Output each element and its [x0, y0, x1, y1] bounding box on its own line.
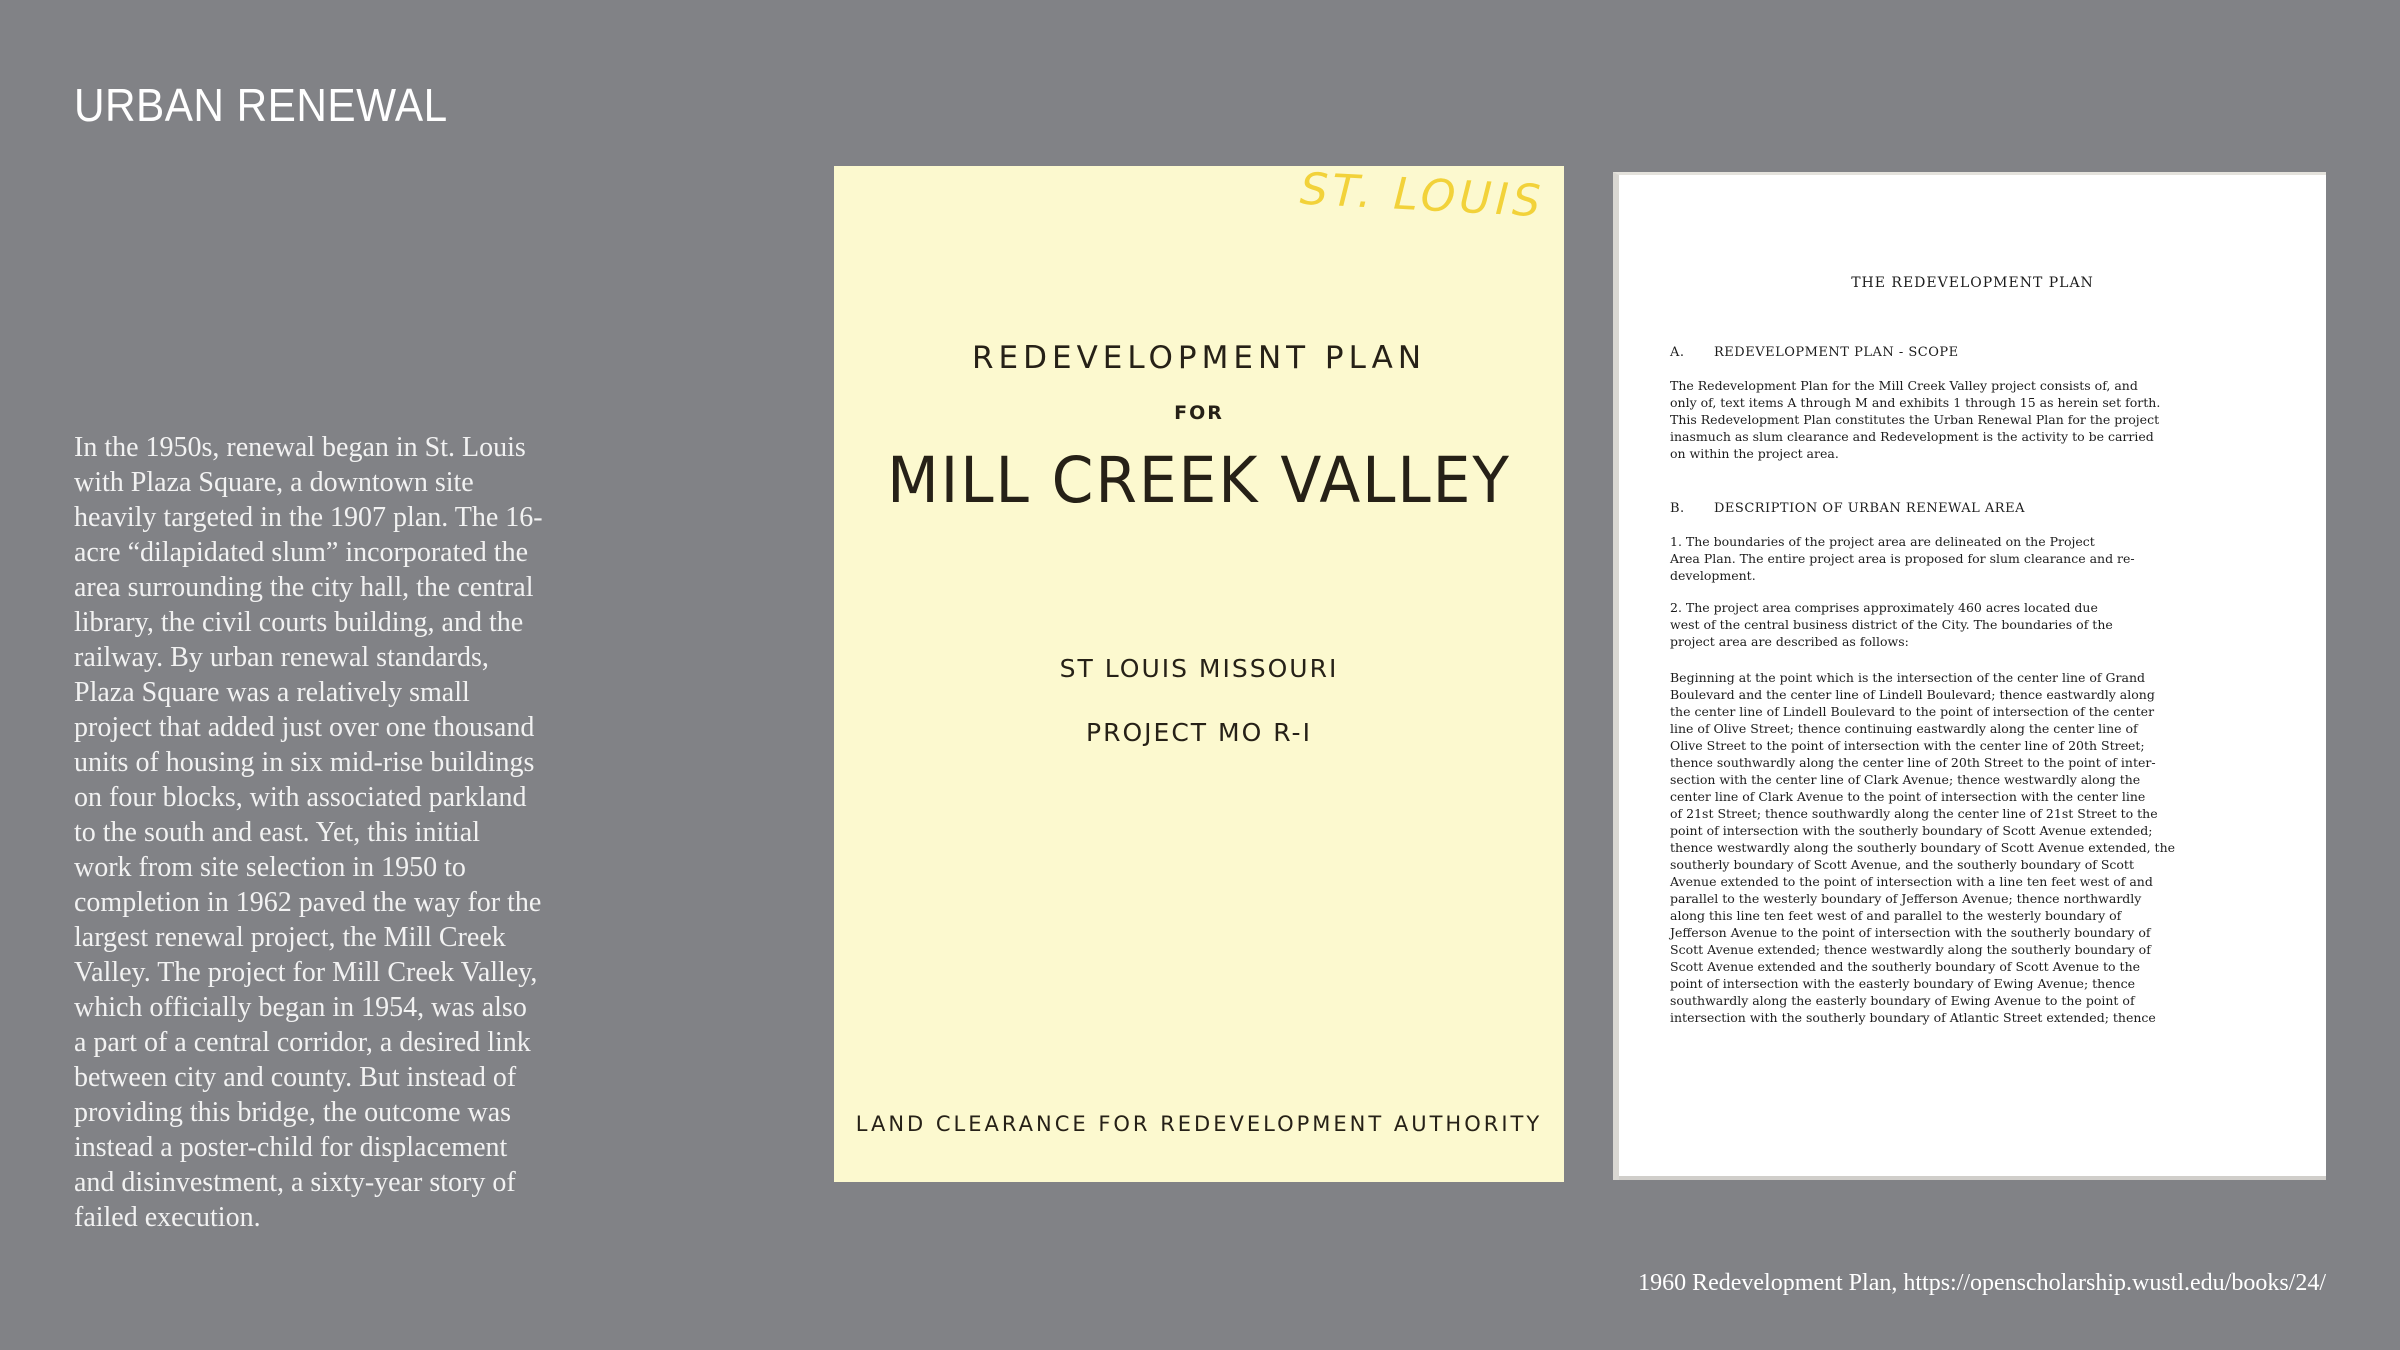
cover-project-name: MILL CREEK VALLEY	[887, 444, 1511, 517]
section-b-paragraph-1: 1. The boundaries of the project area are delineated on the Project Area Plan. The entire project area is proposed for slum clearance and re- development.	[1670, 534, 2135, 583]
section-b-label: B.	[1670, 501, 1685, 516]
cover-authority: LAND CLEARANCE FOR REDEVELOPMENT AUTHORITY	[855, 1112, 1543, 1136]
section-a-paragraph: The Redevelopment Plan for the Mill Creek Valley project consists of, and only of, text items A through M and exhibits 1 through 15 as herein set forth. This Redevelopment Plan constitutes the Urban Renewal Plan for the project inasmuch as slum clearance and Redevelopment is the activity to be carried on within the project area.	[1670, 378, 2161, 461]
slide-title: URBAN RENEWAL	[74, 79, 448, 131]
section-a-label: A.	[1670, 345, 1685, 360]
cover-for-line: FOR	[1174, 402, 1224, 424]
redevelopment-plan-cover	[834, 163, 1564, 1182]
handwritten-annotation: ST. LOUIS	[1298, 163, 1546, 228]
image-caption: 1960 Redevelopment Plan, https://openscholarship.wustl.edu/books/24/	[1638, 1270, 2326, 1296]
page-heading: THE REDEVELOPMENT PLAN	[1851, 275, 2094, 291]
cover-location: ST LOUIS MISSOURI	[1059, 654, 1339, 683]
section-b-title: DESCRIPTION OF URBAN RENEWAL AREA	[1714, 501, 2025, 516]
section-a-title: REDEVELOPMENT PLAN - SCOPE	[1714, 345, 1959, 360]
cover-title-line: REDEVELOPMENT PLAN	[971, 340, 1427, 376]
section-a-heading	[1670, 345, 1959, 360]
redevelopment-plan-page	[1613, 172, 2326, 1180]
body-paragraph: In the 1950s, renewal began in St. Louis with Plaza Square, a downtown site heavily targeted in the 1907 plan. The 16- acre “dilapidated slum” incorporated the area surrounding the city hall, the central library, the civil courts building, and the railway. By urban renewal standards, Plaza Square was a relatively small project that added just over one thousand units of housing in six mid-rise buildings on four blocks, with associated parkland to the south and east. Yet, this initial work from site selection in 1950 to completion in 1962 paved the way for the largest renewal project, the Mill Creek Valley. The project for Mill Creek Valley, which officially began in 1954, was also a part of a central corridor, a desired link between city and county. But instead of providing this bridge, the outcome was instead a poster-child for displacement and disinvestment, a sixty-year story of failed execution.	[74, 432, 543, 1233]
section-b-boundary-description: Beginning at the point which is the intersection of the center line of Grand Boulevard and the center line of Lindell Boulevard; thence eastwardly along the center line of Lindell Boulevard to the point of intersection of the center line of Olive Street; thence continuing eastwardly along the center line of Olive Street to the point of intersection with the center line of 20th Street; thence southwardly along the center line of 20th Street to the point of inter- section with the center line of Clark Avenue; thence westwardly along the center line of Clark Avenue to the point of intersection with the center line of 21st Street; thence southwardly along the center line of 21st Street to the point of intersection with the southerly boundary of Scott Avenue extended; thence westwardly along the southerly boundary of Scott Avenue extended, the southerly boundary of Scott Avenue, and the southerly boundary of Scott Avenue extended to the point of intersection with a line ten feet west of and parallel to the westerly boundary of Jefferson Avenue; thence northwardly along this line ten feet west of and parallel to the westerly boundary of Jefferson Avenue to the point of intersection with the southerly boundary of Scott Avenue extended; thence westwardly along the southerly boundary of Scott Avenue extended and the southerly boundary of Scott Avenue to the point of intersection with the easterly boundary of Ewing Avenue; thence southwardly along the easterly boundary of Ewing Avenue to the point of intersection with the southerly boundary of Atlantic Street extended; thence	[1670, 670, 2176, 1025]
section-b-paragraph-2: 2. The project area comprises approximately 460 acres located due west of the central business district of the City. The boundaries of the project area are described as follows:	[1670, 600, 2113, 649]
section-b-heading	[1670, 501, 2025, 516]
cover-project-number: PROJECT MO R-I	[1086, 718, 1312, 747]
